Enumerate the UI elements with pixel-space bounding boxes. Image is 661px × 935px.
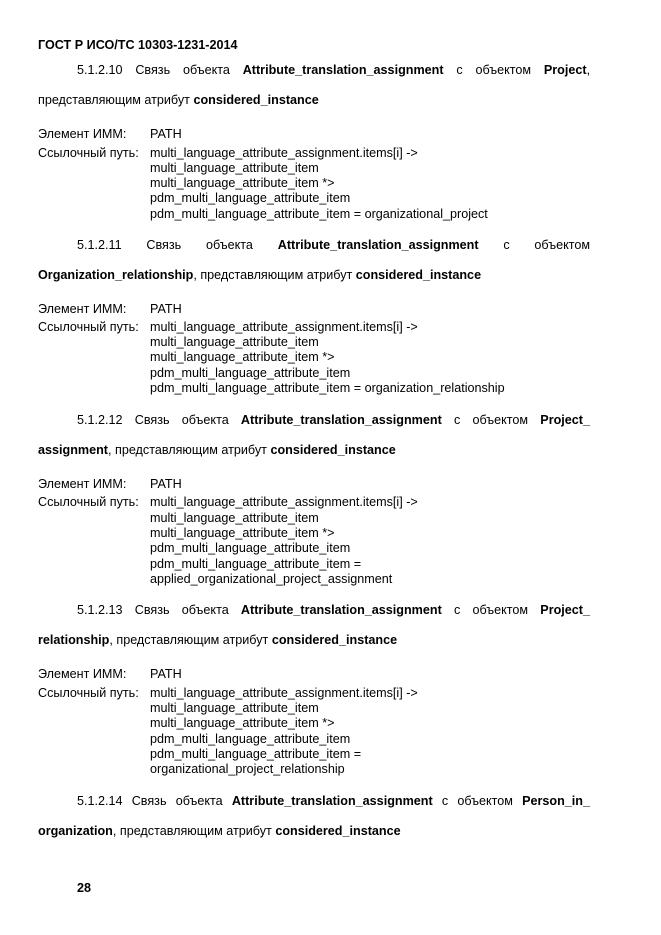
path-line: multi_language_attribute_assignment.items[i] ->: [150, 146, 418, 160]
path-line: pdm_multi_language_attribute_item = organizational_project: [150, 207, 488, 221]
path-line: pdm_multi_language_attribute_item =: [150, 557, 362, 571]
entity-name: Attribute_translation_assignment: [277, 238, 479, 252]
heading-text: , представляющим атрибут: [112, 824, 276, 838]
heading-text: , представляющим атрибут: [108, 443, 271, 457]
path-line: pdm_multi_language_attribute_item =: [150, 747, 362, 761]
attribute-name: considered_instance: [193, 93, 319, 107]
heading-text: объектом: [475, 63, 532, 77]
clause-number: 5.1.2.13: [77, 603, 123, 617]
entity-name: organization: [38, 824, 113, 838]
path-line: multi_language_attribute_item: [150, 335, 319, 349]
section-heading-cont: [38, 824, 590, 839]
element-label: Элемент ИММ:: [38, 477, 127, 491]
heading-text: с: [503, 238, 510, 252]
entity-name: Project_: [540, 603, 590, 617]
entity-name: Attribute_translation_assignment: [231, 794, 433, 808]
path-line: multi_language_attribute_assignment.items[i] ->: [150, 495, 418, 509]
heading-text: объектом: [472, 603, 529, 617]
path-line: multi_language_attribute_assignment.items[i] ->: [150, 320, 418, 334]
entity-name: Organization_relationship: [38, 268, 194, 282]
element-label: Элемент ИММ:: [38, 127, 127, 141]
path-line: multi_language_attribute_item *>: [150, 526, 335, 540]
entity-name: Attribute_translation_assignment: [242, 63, 444, 77]
heading-text: Связь: [131, 794, 167, 808]
element-value: PATH: [150, 127, 182, 141]
path-label: Ссылочный путь:: [38, 320, 139, 334]
clause-number: 5.1.2.14: [77, 794, 123, 808]
page-number: 28: [77, 881, 92, 895]
path-line: multi_language_attribute_item: [150, 511, 319, 525]
path-line: pdm_multi_language_attribute_item: [150, 366, 351, 380]
heading-text: Связь: [135, 63, 171, 77]
heading-text: объектом: [472, 413, 529, 427]
heading-text: объекта: [181, 603, 229, 617]
heading-text: объекта: [181, 413, 229, 427]
entity-name: Attribute_translation_assignment: [240, 603, 442, 617]
section-heading: [38, 63, 590, 78]
section-heading: [38, 603, 590, 618]
path-line: organizational_project_relationship: [150, 762, 345, 776]
attribute-name: considered_instance: [271, 633, 398, 647]
path-line: pdm_multi_language_attribute_item: [150, 732, 351, 746]
attribute-name: considered_instance: [275, 824, 401, 838]
entity-name: Project_: [540, 413, 590, 427]
heading-text: Связь: [146, 238, 182, 252]
attribute-name: considered_instance: [355, 268, 482, 282]
path-line: pdm_multi_language_attribute_item = organization_relationship: [150, 381, 505, 395]
clause-number: 5.1.2.11: [77, 238, 122, 252]
section-heading: [38, 794, 590, 809]
element-value: PATH: [150, 667, 182, 681]
heading-text: представляющим атрибут: [38, 93, 194, 107]
path-line: multi_language_attribute_assignment.items[i] ->: [150, 686, 418, 700]
entity-name: Person_in_: [522, 794, 591, 808]
section-heading-cont: [38, 443, 590, 458]
path-line: multi_language_attribute_item: [150, 161, 319, 175]
attribute-name: considered_instance: [270, 443, 396, 457]
heading-text: объекта: [205, 238, 253, 252]
heading-text: объекта: [182, 63, 230, 77]
path-label: Ссылочный путь:: [38, 146, 139, 160]
path-line: multi_language_attribute_item *>: [150, 350, 335, 364]
element-label: Элемент ИММ:: [38, 667, 127, 681]
element-label: Элемент ИММ:: [38, 302, 127, 316]
clause-number: 5.1.2.10: [77, 63, 123, 77]
section-heading-cont: [38, 633, 590, 648]
heading-text: , представляющим атрибут: [109, 633, 272, 647]
path-label: Ссылочный путь:: [38, 686, 139, 700]
path-label: Ссылочный путь:: [38, 495, 139, 509]
heading-text: с: [441, 794, 449, 808]
clause-number: 5.1.2.12: [77, 413, 123, 427]
heading-text: объекта: [175, 794, 223, 808]
heading-text: с: [453, 603, 461, 617]
section-heading-cont: [38, 93, 590, 108]
document-header: ГОСТ Р ИСО/ТС 10303-1231-2014: [38, 38, 238, 52]
heading-text: Связь: [134, 603, 170, 617]
heading-text: с: [453, 413, 461, 427]
heading-text: , представляющим атрибут: [193, 268, 356, 282]
heading-text: Связь: [134, 413, 170, 427]
path-line: multi_language_attribute_item: [150, 701, 319, 715]
entity-name: Attribute_translation_assignment: [240, 413, 442, 427]
entity-name: Project: [543, 63, 587, 77]
path-line: multi_language_attribute_item *>: [150, 716, 335, 730]
element-value: PATH: [150, 302, 182, 316]
path-line: pdm_multi_language_attribute_item: [150, 191, 351, 205]
entity-name: relationship: [38, 633, 110, 647]
heading-text: с: [456, 63, 463, 77]
path-line: pdm_multi_language_attribute_item: [150, 541, 351, 555]
section-heading: [38, 238, 590, 253]
path-line: multi_language_attribute_item *>: [150, 176, 335, 190]
element-value: PATH: [150, 477, 182, 491]
heading-text: ,: [586, 63, 591, 77]
section-heading-cont: [38, 268, 590, 283]
path-line: applied_organizational_project_assignment: [150, 572, 393, 586]
section-heading: [38, 413, 590, 428]
heading-text: объектом: [534, 238, 591, 252]
heading-text: объектом: [457, 794, 513, 808]
entity-name: assignment: [38, 443, 108, 457]
